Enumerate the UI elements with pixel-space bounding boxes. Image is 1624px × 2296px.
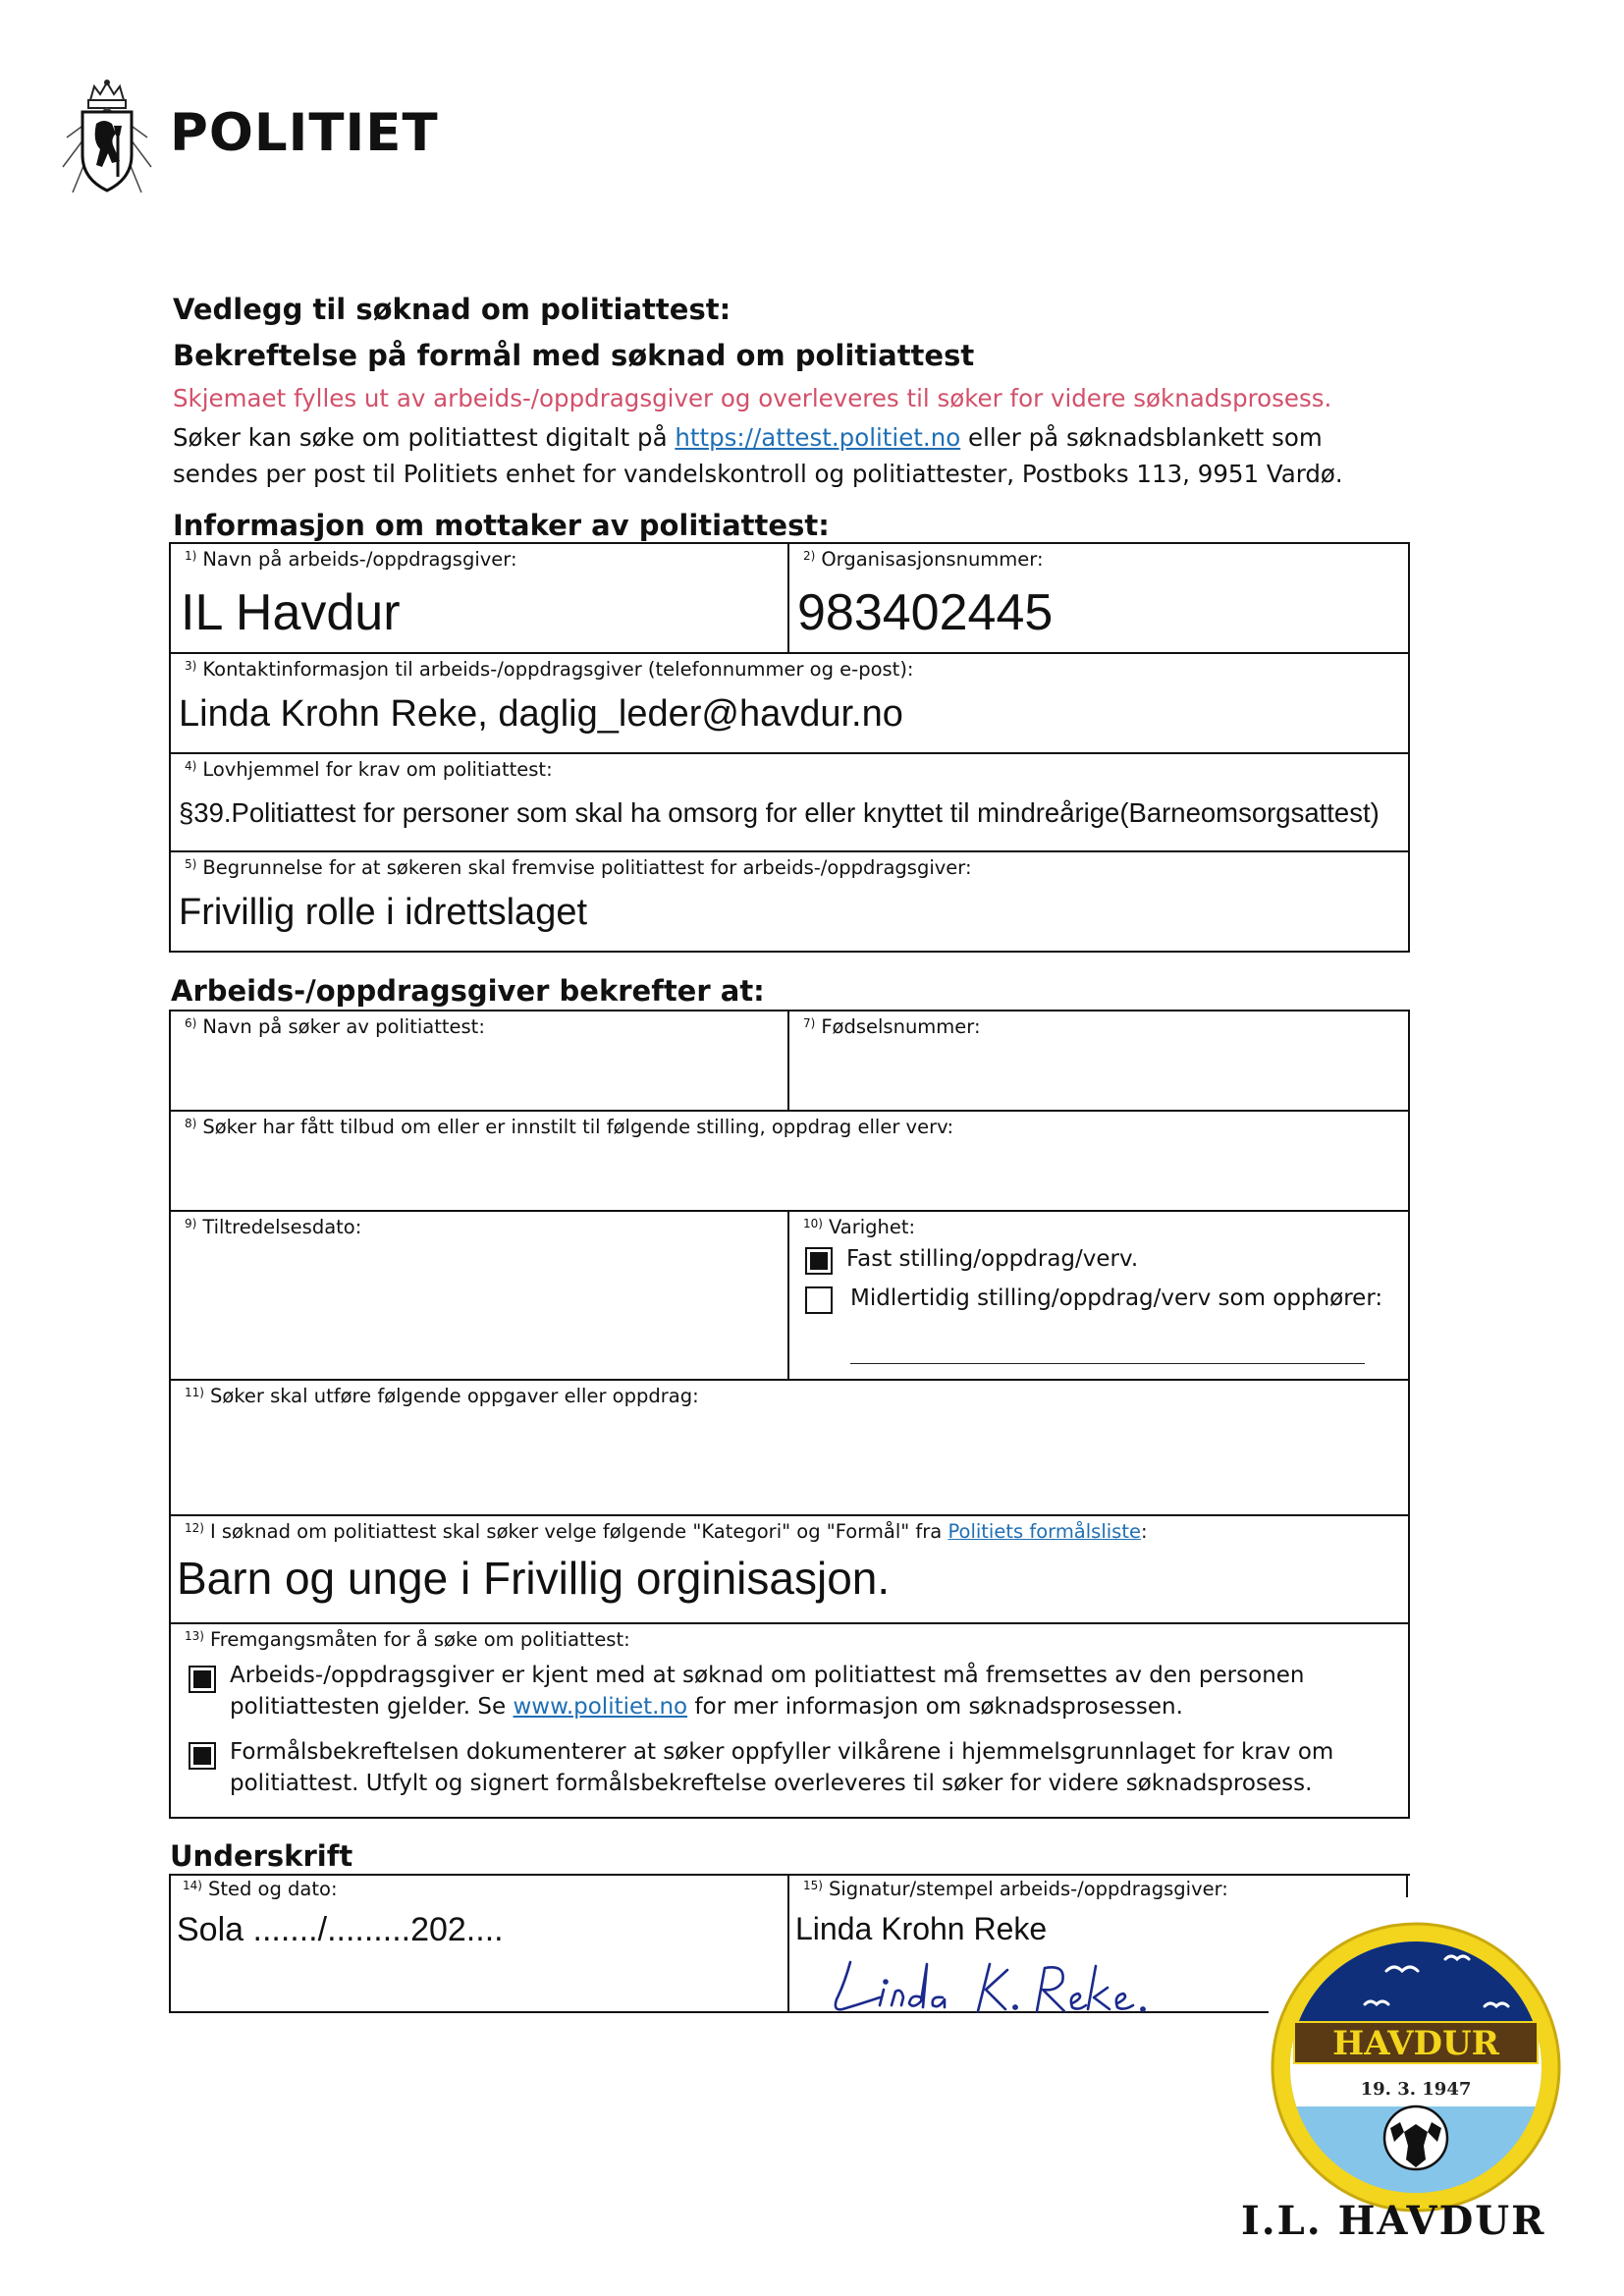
signer-name-value: Linda Krohn Reke [795,1911,1048,1946]
procedure-doc-line2: politiattest. Utfylt og signert formålsbekreftelse overleveres til søker for videre søknadsprosess. [230,1771,1313,1796]
justification-value: Frivillig rolle i idrettslaget [179,892,588,933]
club-stamp-logo [1269,1920,1563,2218]
brand-name: POLITIET [170,103,439,163]
org-number-value: 983402445 [797,584,1054,641]
procedure-doc-text [230,1736,1333,1799]
field-duration [787,1210,1410,1381]
procedure-doc-line1: Formålsbekreftelsen dokumenterer at søker oppfyller vilkårene i hjemmelsgrunnlaget for krav om [230,1739,1334,1765]
field-label: Søker har fått tilbud om eller er innstilt til følgende stilling, oppdrag eller verv: [202,1116,954,1138]
field-number: 14) [183,1879,202,1892]
duration-permanent-checkbox[interactable] [805,1247,833,1275]
field-number: 1) [185,549,197,563]
field-number: 15) [803,1879,823,1892]
intro-text-c: sendes per post til Politiets enhet for vandelskontroll og politiattester, Postboks 113, 9951 Vardø. [173,460,1343,488]
field-applicant-name[interactable] [169,1010,789,1112]
field-label: Fødselsnummer: [821,1015,981,1038]
intro-text [173,419,1343,492]
contact-info-value: Linda Krohn Reke, daglig_leder@havdur.no [179,693,903,735]
procedure-ack-checkbox[interactable] [189,1666,216,1693]
field-number: 7) [803,1016,816,1030]
field-label: I søknad om politiattest skal søker velge følgende "Kategori" og "Formål" fra [209,1520,948,1543]
field-position-offered[interactable] [169,1110,1410,1212]
end-date-line[interactable] [850,1363,1365,1364]
field-number: 9) [185,1217,197,1230]
field-category-purpose[interactable] [169,1514,1410,1624]
stamp-caption: I.L. HAVDUR [1241,2198,1546,2244]
section-signature-title: Underskrift [170,1839,353,1873]
category-purpose-value: Barn og unge i Frivillig orginisasjon. [177,1553,891,1604]
field-number: 13) [185,1629,204,1643]
field-birth-number[interactable] [787,1010,1410,1112]
field-number: 6) [185,1016,197,1030]
field-number: 3) [185,659,197,673]
field-employer-name[interactable] [169,542,789,654]
stamp-name: HAVDUR [1332,2024,1499,2063]
field-legal-basis[interactable] [169,752,1410,852]
stamp-date: 19. 3. 1947 [1360,2079,1472,2100]
field-label: Fremgangsmåten for å søke om politiattest: [209,1628,630,1651]
field-label: Tiltredelsesdato: [202,1216,362,1238]
field-label-colon: : [1140,1520,1148,1543]
field-tasks[interactable] [169,1379,1410,1516]
intro-text-a: Søker kan søke om politiattest digitalt på [173,423,676,452]
field-number: 4) [185,759,197,773]
norwegian-police-crest-logo [61,79,153,196]
field-org-number[interactable] [787,542,1410,654]
handwritten-signature [823,1954,1196,2027]
field-number: 5) [185,857,197,871]
attest-link[interactable]: https://attest.politiet.no [675,423,961,452]
instruction-text: Skjemaet fylles ut av arbeids-/oppdragsgiver og overleveres til søker for videre søknadsprosess. [173,384,1332,412]
field-label: Varighet: [828,1216,916,1238]
procedure-ack-line2-end: for mer informasjon om søknadsprosessen. [687,1694,1183,1720]
politiet-link[interactable]: www.politiet.no [513,1694,688,1720]
section-confirm-title: Arbeids-/oppdragsgiver bekrefter at: [171,974,765,1008]
purpose-list-link[interactable]: Politiets formålsliste [947,1520,1141,1543]
field-justification[interactable] [169,850,1410,953]
field-contact-info[interactable] [169,652,1410,754]
procedure-ack-line1: Arbeids-/oppdragsgiver er kjent med at søknad om politiattest må fremsettes av den personen [230,1663,1305,1688]
intro-text-b: eller på søknadsblankett som [960,423,1323,452]
procedure-ack-text [230,1660,1305,1722]
legal-basis-value: §39.Politiattest for personer som skal ha omsorg for eller knyttet til mindreårige(Barneomsorgsattest) [179,797,1380,828]
signature-right-border [1406,1874,1408,1897]
field-procedure [169,1622,1410,1819]
place-date-value: Sola ......./.........202.... [177,1911,504,1948]
field-place-date[interactable] [169,1874,789,2013]
field-number: 8) [185,1117,197,1130]
procedure-ack-line2: politiattesten gjelder. Se [230,1694,514,1720]
field-label: Sted og dato: [207,1878,338,1900]
field-label: Lovhjemmel for krav om politiattest: [202,758,553,781]
field-label: Begrunnelse for at søkeren skal fremvise politiattest for arbeids-/oppdragsgiver: [202,856,972,879]
field-number: 2) [803,549,816,563]
field-number: 11) [185,1386,204,1399]
field-label: Organisasjonsnummer: [821,548,1044,571]
field-label: Navn på arbeids-/oppdragsgiver: [202,548,517,571]
employer-name-value: IL Havdur [181,584,401,641]
field-label: Signatur/stempel arbeids-/oppdragsgiver: [828,1878,1228,1900]
field-number: 12) [185,1521,204,1535]
field-label: Søker skal utføre følgende oppgaver eller oppdrag: [209,1385,699,1407]
field-label: Navn på søker av politiattest: [202,1015,485,1038]
duration-temporary-checkbox[interactable] [805,1286,833,1314]
document-subtitle: Bekreftelse på formål med søknad om politiattest [173,339,975,372]
field-start-date[interactable] [169,1210,789,1381]
field-label: Kontaktinformasjon til arbeids-/oppdragsgiver (telefonnummer og e-post): [202,658,914,681]
duration-temporary-label: Midlertidig stilling/oppdrag/verv som opphører: [850,1285,1383,1311]
procedure-doc-checkbox[interactable] [189,1742,216,1770]
section-recipient-title: Informasjon om mottaker av politiattest: [173,509,830,542]
field-number: 10) [803,1217,823,1230]
document-title: Vedlegg til søknad om politiattest: [173,293,731,326]
duration-permanent-label: Fast stilling/oppdrag/verv. [846,1246,1139,1272]
